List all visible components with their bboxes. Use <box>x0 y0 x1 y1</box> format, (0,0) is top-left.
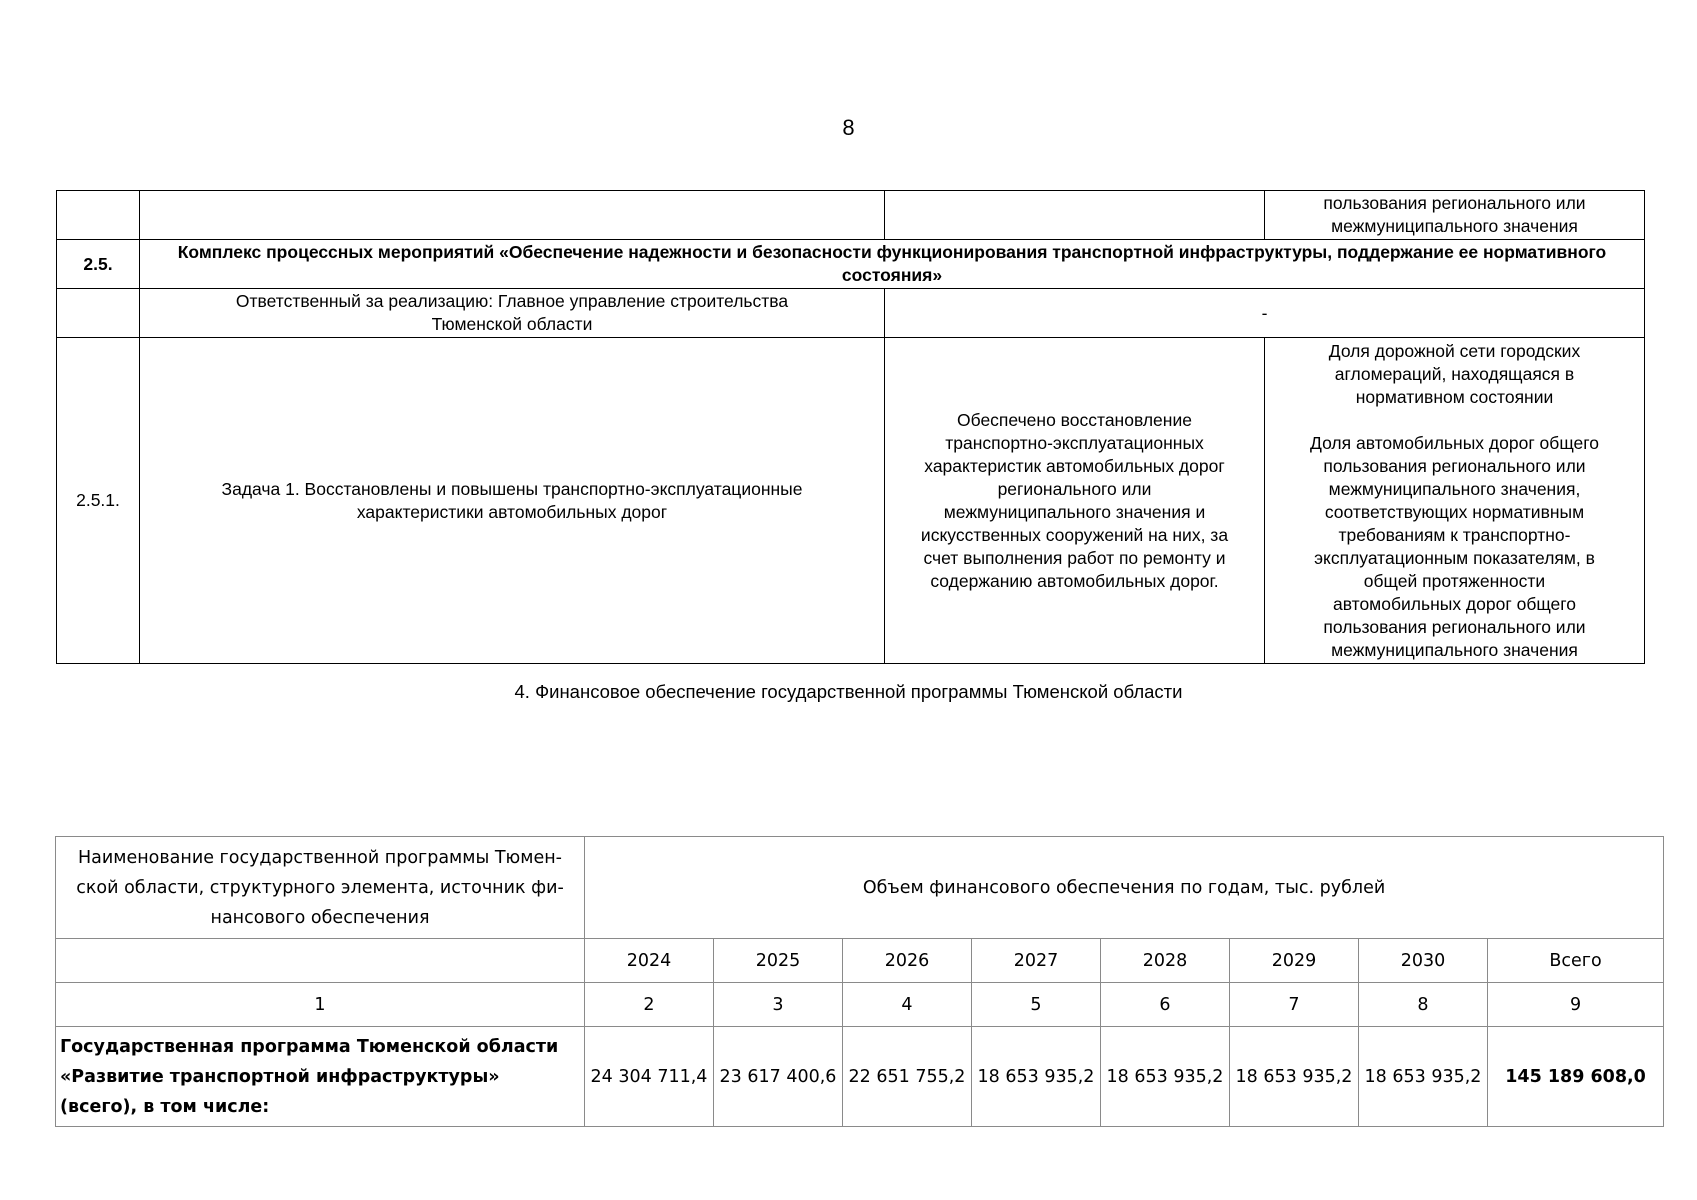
column-number-cell: 9 <box>1488 983 1664 1027</box>
header-row <box>56 837 1664 939</box>
year-cell: 2030 <box>1359 939 1488 983</box>
row-number-cell <box>57 289 140 338</box>
responsible-text: Ответственный за реализацию: Главное управление строительства Тюменской области <box>140 289 885 338</box>
task-cell <box>140 191 885 240</box>
table-row <box>57 191 1645 240</box>
total-header-cell: Всего <box>1488 939 1664 983</box>
column-number-cell: 1 <box>56 983 585 1027</box>
value-cell: 18 653 935,2 <box>1359 1027 1488 1127</box>
total-value-cell: 145 189 608,0 <box>1488 1027 1664 1127</box>
section-title: Комплекс процессных мероприятий «Обеспечение надежности и безопасности функционирования транспортной инфраструктуры, поддержание ее нормативного состояния» <box>140 240 1645 289</box>
column-number-cell: 7 <box>1230 983 1359 1027</box>
financing-table <box>55 836 1664 1127</box>
page-number: 8 <box>842 115 855 140</box>
column-number-cell: 3 <box>714 983 843 1027</box>
year-cell: 2026 <box>843 939 972 983</box>
program-name-cell: Государственная программа Тюменской области «Развитие транспортной инфраструктуры» (всего), в том числе: <box>56 1027 585 1127</box>
years-row <box>56 939 1664 983</box>
responsible-row <box>57 289 1645 338</box>
value-cell: 18 653 935,2 <box>1101 1027 1230 1127</box>
header-volume-cell: Объем финансового обеспечения по годам, тыс. рублей <box>585 837 1664 939</box>
column-number-cell: 2 <box>585 983 714 1027</box>
header-name-cell: Наименование государственной программы Тюмен- ской области, структурного элемента, источник фи- нансового обеспечения <box>56 837 585 939</box>
value-cell: 18 653 935,2 <box>972 1027 1101 1127</box>
year-cell: 2025 <box>714 939 843 983</box>
year-cell: 2028 <box>1101 939 1230 983</box>
section-number: 2.5. <box>57 240 140 289</box>
column-number-cell: 5 <box>972 983 1101 1027</box>
year-cell: 2024 <box>585 939 714 983</box>
year-cell: 2027 <box>972 939 1101 983</box>
result-text: Обеспечено восстановление транспортно-эксплуатационных характеристик автомобильных дорог регионального или межмуниципального значения и искусственных сооружений на них, за счет выполнения работ по ремонту и содержанию автомобильных дорог. <box>885 338 1265 664</box>
responsible-right-cell: - <box>885 289 1645 338</box>
indicator-cell: пользования регионального или межмуниципального значения <box>1265 191 1645 240</box>
program-structure-table <box>56 190 1645 664</box>
row-number-cell <box>57 191 140 240</box>
task-text: Задача 1. Восстановлены и повышены транспортно-эксплуатационные характеристики автомобильных дорог <box>140 338 885 664</box>
years-empty-cell <box>56 939 585 983</box>
task-row <box>57 338 1645 664</box>
column-numbers-row <box>56 983 1664 1027</box>
program-row <box>56 1027 1664 1127</box>
column-number-cell: 8 <box>1359 983 1488 1027</box>
result-cell <box>885 191 1265 240</box>
year-cell: 2029 <box>1230 939 1359 983</box>
value-cell: 18 653 935,2 <box>1230 1027 1359 1127</box>
section-row <box>57 240 1645 289</box>
column-number-cell: 6 <box>1101 983 1230 1027</box>
section-heading: 4. Финансовое обеспечение государственной программы Тюменской области <box>514 681 1183 702</box>
column-number-cell: 4 <box>843 983 972 1027</box>
task-number: 2.5.1. <box>57 338 140 664</box>
value-cell: 22 651 755,2 <box>843 1027 972 1127</box>
value-cell: 23 617 400,6 <box>714 1027 843 1127</box>
indicator-text: Доля дорожной сети городских агломераций, находящаяся в нормативном состоянии Доля автомобильных дорог общего пользования регионального или межмуниципального значения, соответствующих нормативным требованиям к транспортно- эксплуатационным показателям, в общей протяженности автомобильных дорог общего пользования регионального или межмуниципального значения <box>1265 338 1645 664</box>
value-cell: 24 304 711,4 <box>585 1027 714 1127</box>
